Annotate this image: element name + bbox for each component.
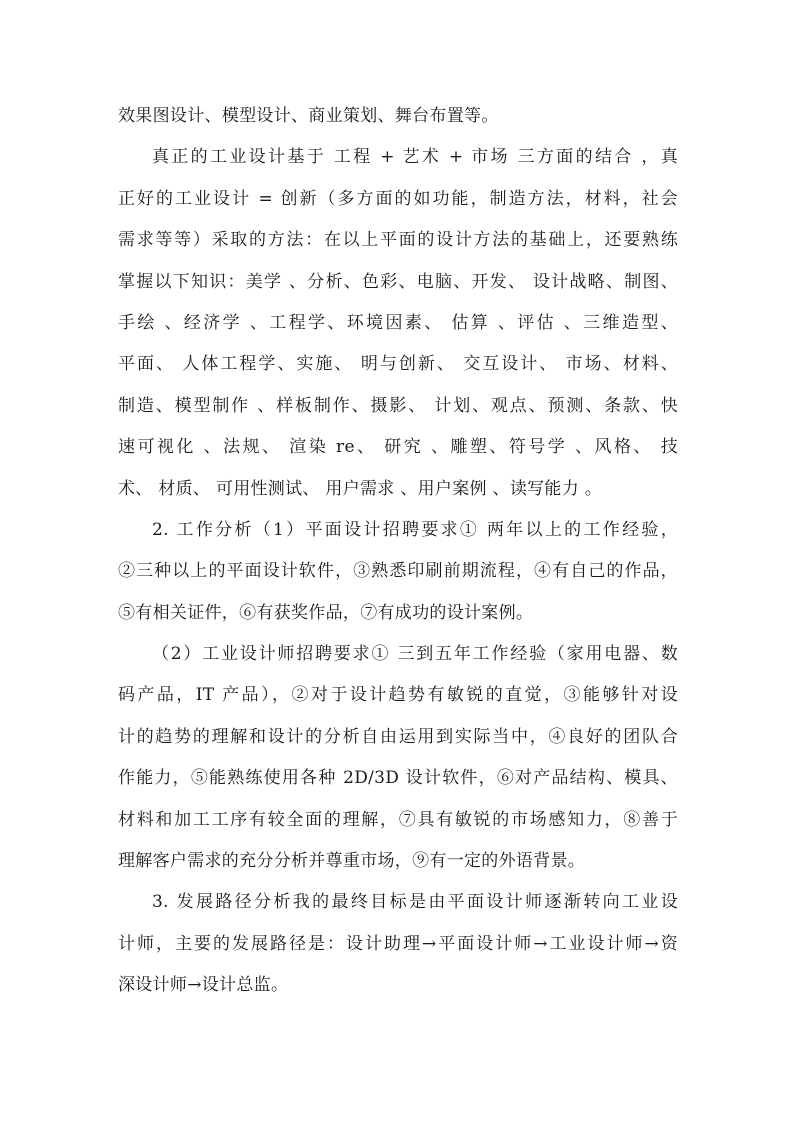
text-line: 材料和加工工序有较全面的理解，⑦具有敏锐的市场感知力，⑧善于 [118,809,678,830]
text-line: 速可视化 、法规、 渲染 re、 研究 、雕塑、符号学 、风格、 技 [118,437,678,458]
text-line: 手绘 、经济学 、工程学、环境因素、 估算 、评估 、三维造型、 [118,312,678,333]
text-line: 2. 工作分析（1）平面设计招聘要求① 两年以上的工作经验， [152,519,678,540]
document-page [118,96,678,1007]
text-line: 掌握以下知识：美学 、分析、色彩、电脑、开发、 设计战略、制图、 [118,271,678,292]
text-line: ②三种以上的平面设计软件，③熟悉印刷前期流程，④有自己的作品， [118,561,678,582]
text-line: 码产品，IT 产品），②对于设计趋势有敏锐的直觉，③能够针对设 [118,685,678,706]
text-line: 真正的工业设计基于 工程 + 艺术 + 市场 三方面的结合 ，真 [152,147,678,168]
paragraph-industrial-design-definition [118,137,678,510]
text-line: 平面、 人体工程学、实施、 明与创新、 交互设计、 市场、材料、 [118,354,678,375]
text-line: （2）工业设计师招聘要求① 三到五年工作经验（家用电器、数 [152,644,678,665]
text-line: 制造、模型制作 、样板制作、摄影、 计划、观点、预测、条款、快 [118,395,678,416]
text-line: 术、 材质、 可用性测试、 用户需求 、用户案例 、读写能力 。 [118,478,603,499]
text-line: 正好的工业设计 = 创新（多方面的如功能，制造方法，材料，社会 [118,188,678,209]
text-line: 深设计师→设计总监。 [118,975,289,996]
text-line: 理解客户需求的充分分析并尊重市场，⑨有一定的外语背景。 [118,851,586,872]
text-line: 计的趋势的理解和设计的分析自由运用到实际当中，④良好的团队合 [118,726,678,747]
paragraph-continuation [118,96,678,137]
text-line: 需求等等）采取的方法：在以上平面的设计方法的基础上，还要熟练 [118,230,678,251]
text-line: 效果图设计、模型设计、商业策划、舞台布置等。 [118,106,499,126]
paragraph-job-analysis-graphic [118,510,678,634]
paragraph-job-analysis-industrial [118,634,678,882]
text-line: ⑤有相关证件，⑥有获奖作品，⑦有成功的设计案例。 [118,602,534,623]
paragraph-career-path [118,882,678,1006]
text-line: 3. 发展路径分析我的最终目标是由平面设计师逐渐转向工业设 [152,892,678,913]
text-line: 作能力，⑤能熟练使用各种 2D/3D 设计软件，⑥对产品结构、模具、 [118,768,678,789]
text-line: 计师，主要的发展路径是：设计助理→平面设计师→工业设计师→资 [118,933,678,954]
